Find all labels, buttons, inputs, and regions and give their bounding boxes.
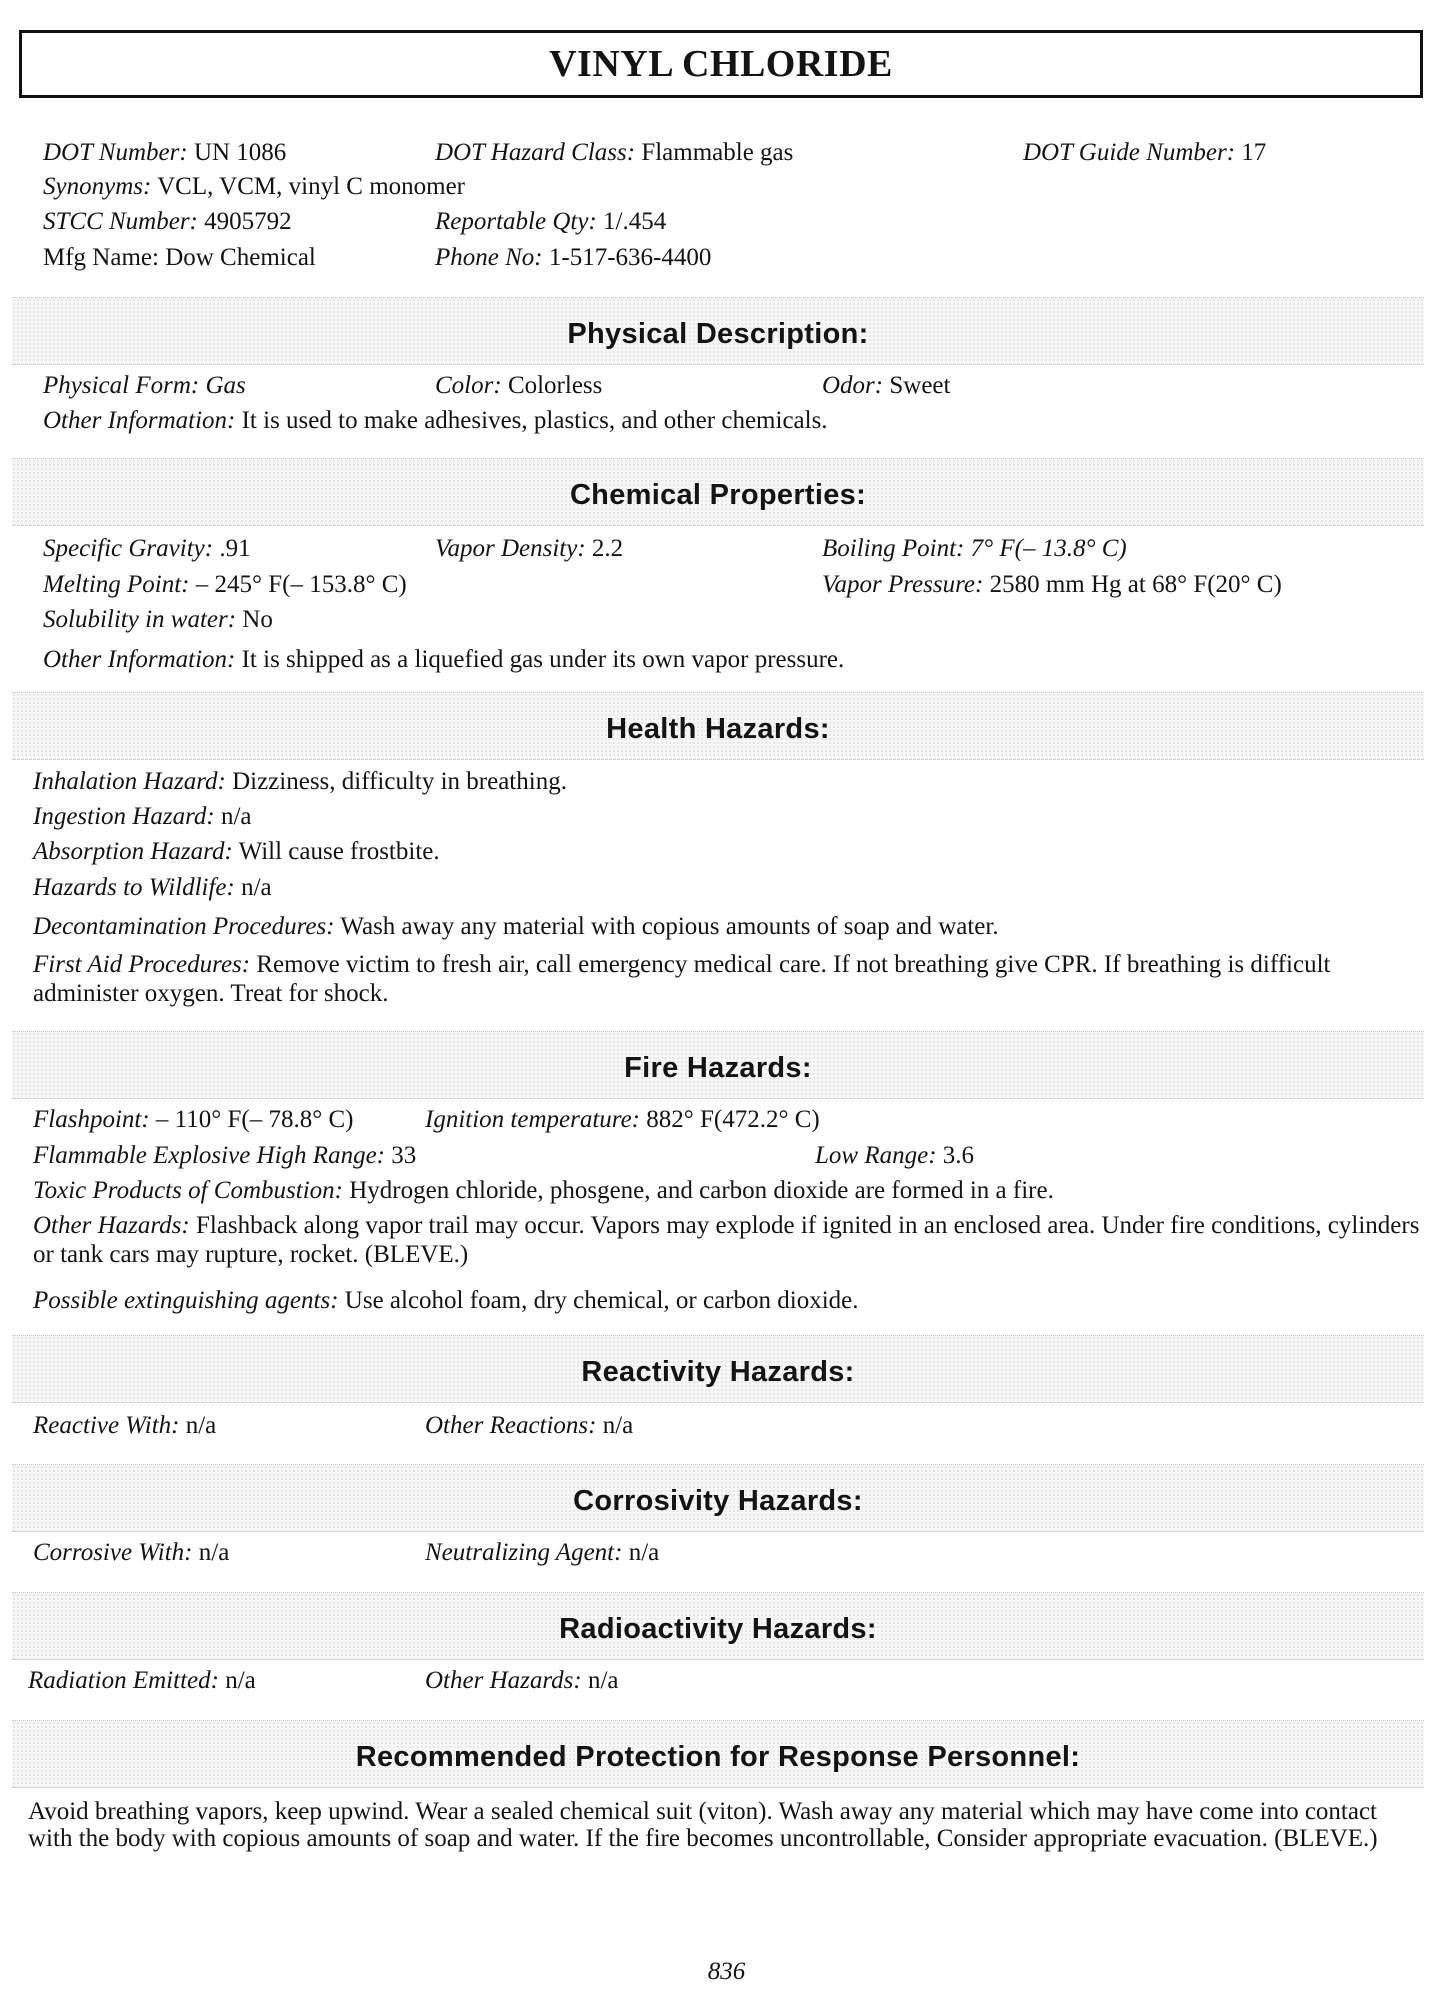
section-heading: Health Hazards: — [606, 712, 830, 745]
reactive-with-label: Reactive With: — [33, 1412, 180, 1439]
section-heading: Fire Hazards: — [624, 1051, 812, 1084]
other-info-label: Other Information: — [43, 646, 236, 673]
wildlife-value: n/a — [241, 874, 272, 901]
specific-gravity-label: Specific Gravity: — [43, 535, 214, 562]
first-aid-field — [33, 950, 1418, 1008]
dot-number-field — [43, 137, 286, 168]
odor-field — [822, 370, 950, 401]
reactive-with-value: n/a — [185, 1412, 217, 1439]
guide-number-label: DOT Guide Number: — [1023, 139, 1236, 166]
color-field — [435, 370, 602, 401]
flashpoint-label: Flashpoint: — [33, 1106, 150, 1133]
other-reactions-field — [425, 1410, 633, 1441]
decontamination-value: Wash away any material with copious amounts of soap and water. — [340, 913, 999, 940]
other-info-label: Other Information: — [43, 407, 236, 434]
physical-other-info — [43, 405, 828, 436]
vapor-density-label: Vapor Density: — [435, 535, 586, 562]
fire-hazards-band — [12, 1031, 1424, 1099]
protection-band — [12, 1720, 1424, 1788]
odor-value: Sweet — [889, 372, 951, 399]
absorption-hazard-field — [33, 836, 440, 867]
title-box — [19, 30, 1423, 98]
wildlife-hazard-field — [33, 872, 272, 903]
hazard-class-field — [435, 137, 793, 168]
specific-gravity-field — [43, 533, 251, 564]
ignition-value: 882° F(472.2° C) — [646, 1106, 820, 1133]
inhalation-value: Dizziness, difficulty in breathing. — [232, 768, 567, 795]
vapor-pressure-label: Vapor Pressure: — [822, 571, 984, 598]
corrosive-with-field — [33, 1537, 229, 1568]
dot-number-label: DOT Number: — [43, 139, 188, 166]
stcc-label: STCC Number: — [43, 208, 198, 235]
melting-point-field — [43, 569, 407, 600]
toxic-products-field — [33, 1175, 1054, 1206]
color-value: Colorless — [507, 372, 603, 399]
other-hazards-field — [33, 1211, 1423, 1269]
radio-other-hazards-field — [425, 1665, 619, 1696]
inhalation-label: Inhalation Hazard: — [33, 768, 226, 795]
flashpoint-value: – 110° F(– 78.8° C) — [155, 1106, 354, 1133]
neutralizing-agent-value: n/a — [628, 1539, 660, 1566]
low-range-field — [815, 1140, 974, 1171]
section-heading: Corrosivity Hazards: — [573, 1484, 863, 1517]
phone-field — [435, 242, 711, 273]
guide-number-field — [1023, 137, 1266, 168]
neutralizing-agent-label: Neutralizing Agent: — [425, 1539, 623, 1566]
other-reactions-value: n/a — [602, 1412, 634, 1439]
stcc-value: 4905792 — [204, 208, 292, 235]
synonyms-label: Synonyms: — [43, 173, 152, 200]
flashpoint-field — [33, 1104, 353, 1135]
section-heading: Recommended Protection for Response Personnel: — [355, 1740, 1081, 1773]
ignition-temperature-field — [425, 1104, 820, 1135]
color-label: Color: — [435, 372, 502, 399]
other-reactions-label: Other Reactions: — [425, 1412, 597, 1439]
physical-form-label: Physical Form: — [43, 372, 200, 399]
solubility-field — [43, 604, 273, 635]
vapor-density-field — [435, 533, 623, 564]
high-range-label: Flammable Explosive High Range: — [33, 1142, 385, 1169]
phone-value: 1-517-636-4400 — [548, 244, 712, 271]
section-heading: Physical Description: — [567, 317, 869, 350]
mfg-name-field — [43, 242, 316, 273]
decontamination-label: Decontamination Procedures: — [33, 913, 335, 940]
first-aid-label: First Aid Procedures: — [33, 951, 251, 978]
reportable-qty-field — [435, 206, 666, 237]
stcc-field — [43, 206, 292, 237]
corrosivity-hazards-band — [12, 1464, 1424, 1532]
extinguishing-agents-field — [33, 1285, 859, 1316]
melting-point-value: – 245° F(– 153.8° C) — [195, 571, 407, 598]
synonyms-value: VCL, VCM, vinyl C monomer — [157, 173, 466, 200]
radio-other-hazards-value: n/a — [587, 1667, 619, 1694]
mfg-name-value: Dow Chemical — [165, 244, 316, 271]
vapor-density-value: 2.2 — [591, 535, 624, 562]
corrosive-with-value: n/a — [198, 1539, 230, 1566]
low-range-label: Low Range: — [815, 1142, 937, 1169]
ingestion-label: Ingestion Hazard: — [33, 803, 215, 830]
boiling-point-label: Boiling Point: — [822, 535, 965, 562]
dot-number-value: UN 1086 — [193, 139, 287, 166]
physical-form-value: Gas — [205, 372, 246, 399]
section-heading: Reactivity Hazards: — [581, 1355, 855, 1388]
melting-point-label: Melting Point: — [43, 571, 190, 598]
solubility-label: Solubility in water: — [43, 606, 237, 633]
section-heading: Chemical Properties: — [569, 478, 867, 511]
guide-number-value: 17 — [1241, 139, 1267, 166]
protection-text: Avoid breathing vapors, keep upwind. Wear a sealed chemical suit (viton). Wash away any material which may have come into contact with the body with copious amounts of soap and water. If the fire becomes uncontrollable, Consider appropriate evacuation. (BLEVE.) — [28, 1798, 1378, 1852]
page-number: 836 — [707, 1958, 746, 1985]
mfg-name-label: Mfg Name: — [43, 244, 159, 271]
boiling-point-field — [822, 533, 1127, 564]
phone-label: Phone No: — [435, 244, 543, 271]
ingestion-value: n/a — [220, 803, 252, 830]
other-info-value: It is used to make adhesives, plastics, and other chemicals. — [241, 407, 828, 434]
ingestion-hazard-field — [33, 801, 252, 832]
synonyms-field — [43, 171, 465, 202]
physical-form-field — [43, 370, 246, 401]
health-hazards-band — [12, 692, 1424, 760]
low-range-value: 3.6 — [942, 1142, 975, 1169]
extinguishing-value: Use alcohol foam, dry chemical, or carbon dioxide. — [344, 1287, 859, 1314]
radiation-emitted-field — [28, 1665, 256, 1696]
reactive-with-field — [33, 1410, 216, 1441]
first-aid-value: Remove victim to fresh air, call emergency medical care. If not breathing give CPR. If breathing is difficult administer oxygen. Treat for shock. — [33, 951, 1331, 1007]
absorption-value: Will cause frostbite. — [238, 838, 440, 865]
toxic-products-value: Hydrogen chloride, phosgene, and carbon dioxide are formed in a fire. — [349, 1177, 1054, 1204]
reportable-qty-value: 1/.454 — [603, 208, 667, 235]
chemical-other-info — [43, 644, 844, 675]
odor-label: Odor: — [822, 372, 884, 399]
neutralizing-agent-field — [425, 1537, 659, 1568]
physical-description-band — [12, 297, 1424, 365]
other-hazards-value: Flashback along vapor trail may occur. Vapors may explode if ignited in an enclosed area. Under fire conditions, cylinders or tank cars may rupture, rocket. (BLEVE.) — [33, 1212, 1420, 1268]
specific-gravity-value: .91 — [219, 535, 251, 562]
solubility-value: No — [242, 606, 273, 633]
corrosive-with-label: Corrosive With: — [33, 1539, 193, 1566]
section-heading: Radioactivity Hazards: — [559, 1612, 877, 1645]
hazard-class-value: Flammable gas — [641, 139, 794, 166]
chemical-properties-band — [12, 458, 1424, 526]
high-range-value: 33 — [391, 1142, 417, 1169]
vapor-pressure-value: 2580 mm Hg at 68° F(20° C) — [989, 571, 1282, 598]
reportable-qty-label: Reportable Qty: — [435, 208, 597, 235]
reactivity-hazards-band — [12, 1335, 1424, 1403]
other-hazards-label: Other Hazards: — [33, 1212, 190, 1239]
radiation-emitted-label: Radiation Emitted: — [28, 1667, 219, 1694]
radio-other-hazards-label: Other Hazards: — [425, 1667, 582, 1694]
radiation-emitted-value: n/a — [225, 1667, 256, 1694]
document-title: VINYL CHLORIDE — [549, 43, 893, 85]
decontamination-field — [33, 911, 999, 942]
other-info-value: It is shipped as a liquefied gas under its own vapor pressure. — [241, 646, 845, 673]
ignition-label: Ignition temperature: — [425, 1106, 641, 1133]
inhalation-hazard-field — [33, 766, 567, 797]
high-range-field — [33, 1140, 416, 1171]
boiling-point-value: 7° F(– 13.8° C) — [970, 535, 1127, 562]
wildlife-label: Hazards to Wildlife: — [33, 874, 235, 901]
hazard-class-label: DOT Hazard Class: — [435, 139, 636, 166]
extinguishing-label: Possible extinguishing agents: — [33, 1287, 339, 1314]
radioactivity-hazards-band — [12, 1592, 1424, 1660]
vapor-pressure-field — [822, 569, 1282, 600]
absorption-label: Absorption Hazard: — [33, 838, 233, 865]
toxic-products-label: Toxic Products of Combustion: — [33, 1177, 343, 1204]
